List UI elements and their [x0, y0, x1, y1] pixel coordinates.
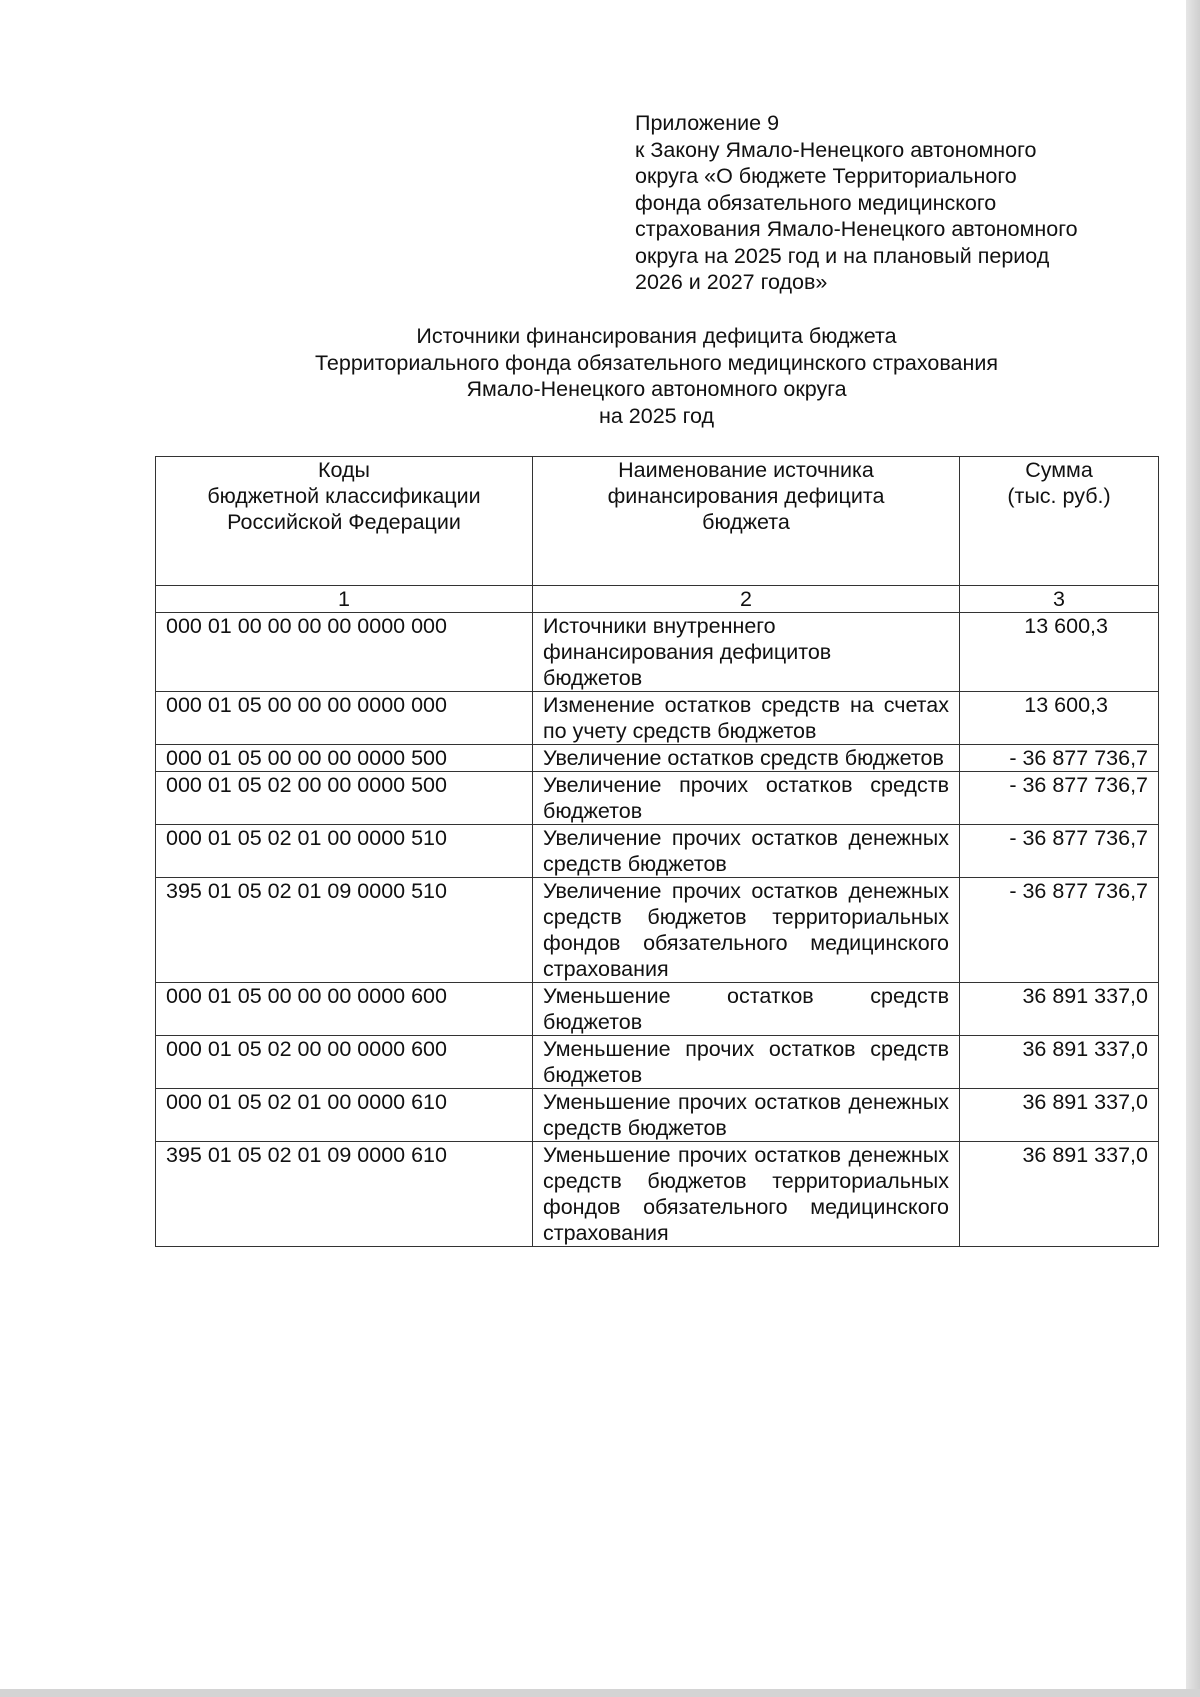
column-number: 3	[960, 586, 1159, 613]
financing-sources-table	[155, 456, 1159, 1247]
page-edge-bottom	[0, 1689, 1200, 1697]
row-amount: - 36 877 736,7	[960, 825, 1159, 878]
header-name-text: Наименование источника финансирования дефицита бюджета	[607, 458, 885, 534]
row-code: 000 01 05 02 00 00 0000 600	[156, 1036, 533, 1089]
header-amount-text: Сумма (тыс. руб.)	[1007, 458, 1111, 508]
row-name: Увеличение прочих остатков средств бюджетов	[533, 772, 960, 825]
table-row	[156, 692, 1159, 745]
table-row	[156, 613, 1159, 692]
appendix-note	[635, 110, 1155, 296]
header-amount	[960, 457, 1159, 586]
row-code: 000 01 05 02 00 00 0000 500	[156, 772, 533, 825]
row-amount: 36 891 337,0	[960, 983, 1159, 1036]
row-amount: 36 891 337,0	[960, 1142, 1159, 1247]
row-code: 000 01 05 02 01 00 0000 510	[156, 825, 533, 878]
appendix-line: округа на 2025 год и на плановый период	[635, 243, 1050, 268]
row-amount: - 36 877 736,7	[960, 772, 1159, 825]
row-code: 000 01 05 00 00 00 0000 600	[156, 983, 533, 1036]
appendix-line: 2026 и 2027 годов»	[635, 270, 828, 294]
row-name: Уменьшение прочих остатков денежных средств бюджетов территориальных фондов обязательного медицинского страхования	[533, 1142, 960, 1247]
column-number: 2	[533, 586, 960, 613]
row-code: 000 01 05 00 00 00 0000 000	[156, 692, 533, 745]
row-code: 000 01 05 00 00 00 0000 500	[156, 745, 533, 772]
table-row	[156, 745, 1159, 772]
row-name: Уменьшение прочих остатков денежных средств бюджетов	[533, 1089, 960, 1142]
row-name: Изменение остатков средств на счетах по учету средств бюджетов	[533, 692, 960, 745]
row-amount: 13 600,3	[960, 613, 1159, 692]
header-codes-text: Коды бюджетной классификации Российской Федерации	[207, 458, 481, 534]
title-line: на 2025 год	[598, 403, 714, 428]
row-name: Увеличение остатков средств бюджетов	[533, 745, 960, 772]
title-line: Территориального фонда обязательного медицинского страхования	[315, 350, 998, 375]
row-name: Уменьшение прочих остатков средств бюджетов	[533, 1036, 960, 1089]
table-row	[156, 1036, 1159, 1089]
header-codes	[156, 457, 533, 586]
row-amount: 13 600,3	[960, 692, 1159, 745]
row-name: Увеличение прочих остатков денежных средств бюджетов	[533, 825, 960, 878]
document-title	[155, 323, 1158, 429]
row-code: 395 01 05 02 01 09 0000 610	[156, 1142, 533, 1247]
title-line: Источники финансирования дефицита бюджета	[416, 324, 897, 348]
table-row	[156, 1142, 1159, 1247]
appendix-line: к Закону Ямало-Ненецкого автономного	[635, 137, 1037, 162]
row-code: 395 01 05 02 01 09 0000 510	[156, 878, 533, 983]
row-amount: 36 891 337,0	[960, 1036, 1159, 1089]
row-code: 000 01 05 02 01 00 0000 610	[156, 1089, 533, 1142]
table-row	[156, 878, 1159, 983]
table-row	[156, 825, 1159, 878]
title-line: Ямало-Ненецкого автономного округа	[466, 377, 847, 401]
appendix-line: округа «О бюджете Территориального	[635, 164, 1017, 188]
table-row	[156, 1089, 1159, 1142]
page-edge-right	[1186, 0, 1200, 1697]
row-name: Уменьшение остатков средств бюджетов	[533, 983, 960, 1036]
appendix-line: фонда обязательного медицинского	[635, 190, 997, 215]
table-row	[156, 983, 1159, 1036]
row-code: 000 01 00 00 00 00 0000 000	[156, 613, 533, 692]
row-amount: 36 891 337,0	[960, 1089, 1159, 1142]
column-number-row	[156, 586, 1159, 613]
row-name: Увеличение прочих остатков денежных средств бюджетов территориальных фондов обязательного медицинского страхования	[533, 878, 960, 983]
table-row	[156, 772, 1159, 825]
row-name: Источники внутреннего финансирования дефицитов бюджетов	[533, 613, 960, 692]
appendix-line: страхования Ямало-Ненецкого автономного	[635, 217, 1078, 241]
appendix-line: Приложение 9	[635, 111, 780, 135]
header-row	[156, 457, 1159, 586]
header-name	[533, 457, 960, 586]
row-amount: - 36 877 736,7	[960, 878, 1159, 983]
row-amount: - 36 877 736,7	[960, 745, 1159, 772]
column-number: 1	[156, 586, 533, 613]
